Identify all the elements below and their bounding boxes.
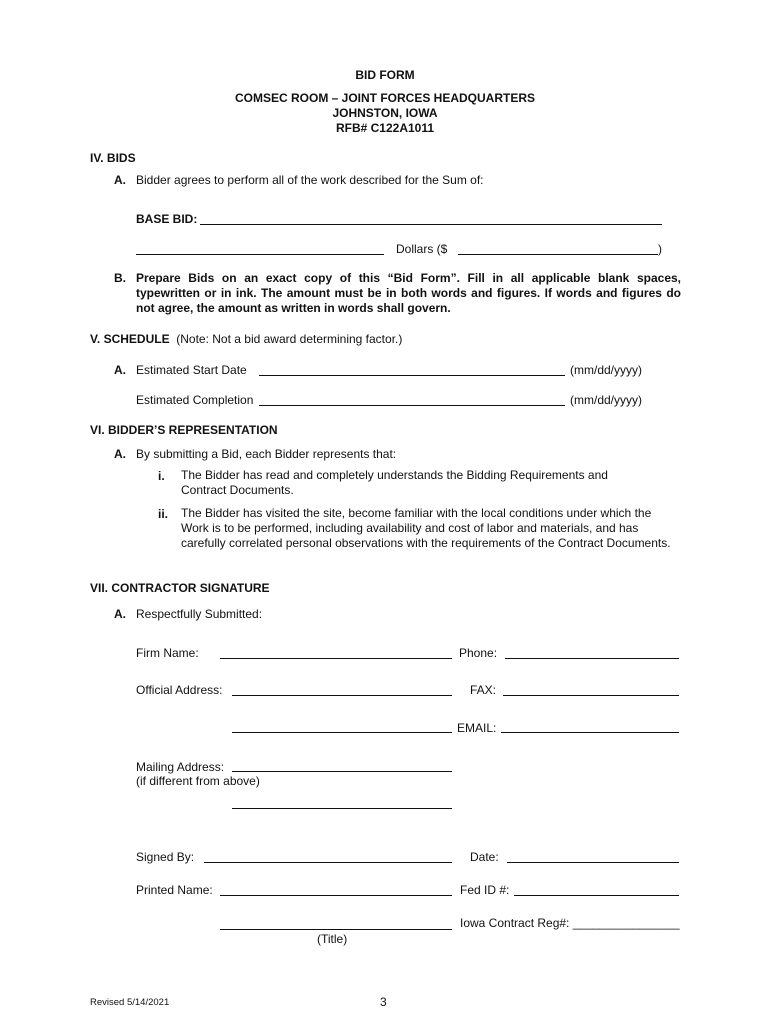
page-number: 3 bbox=[380, 995, 387, 1009]
completion-date-field[interactable] bbox=[259, 405, 565, 406]
email-label: EMAIL: bbox=[457, 721, 497, 735]
signed-by-label: Signed By: bbox=[136, 850, 195, 864]
section-representation-heading: VI. BIDDER’S REPRESENTATION bbox=[90, 423, 278, 437]
fax-label: FAX: bbox=[470, 683, 497, 697]
dollars-words-field[interactable] bbox=[136, 254, 384, 255]
project-location: JOHNSTON, IOWA bbox=[332, 106, 438, 120]
dollars-close-paren: ) bbox=[658, 242, 662, 256]
revision-date: Revised 5/14/2021 bbox=[90, 997, 170, 1008]
completion-date-label: Estimated Completion bbox=[136, 393, 254, 407]
rfb-number: RFB# C122A1011 bbox=[335, 121, 435, 135]
base-bid-label: BASE BID: bbox=[136, 212, 198, 226]
date-label: Date: bbox=[470, 850, 499, 864]
representation-a-text: By submitting a Bid, each Bidder represents that: bbox=[136, 447, 397, 461]
mailing-address-note: (if different from above) bbox=[136, 774, 260, 788]
schedule-a-label: A. bbox=[114, 363, 126, 377]
date-field[interactable] bbox=[507, 862, 679, 863]
firm-name-field[interactable] bbox=[220, 658, 452, 659]
printed-name-label: Printed Name: bbox=[136, 883, 213, 897]
representation-i-text: The Bidder has read and completely understands the Bidding Requirements and Contract Documents. bbox=[181, 468, 608, 497]
title-caption: (Title) bbox=[317, 932, 348, 946]
representation-ii-text: The Bidder has visited the site, become familiar with the local conditions under which the Work is to be performed, including availability and cost of labor and materials, and has carefully correlated personal observations with the requirements of the Contract Documents. bbox=[181, 506, 671, 550]
bids-b-text: Prepare Bids on an exact copy of this “Bid Form”. Fill in all applicable blank spaces, typewritten or in ink. The amount must be in both words and figures. If words and figures do not agree, the amount as written in words shall govern. bbox=[136, 271, 681, 315]
representation-ii-label: ii. bbox=[158, 507, 169, 521]
title-field[interactable] bbox=[220, 929, 452, 930]
representation-a-label: A. bbox=[114, 447, 126, 461]
start-date-format: (mm/dd/yyyy) bbox=[570, 363, 642, 377]
mailing-address-line2-field[interactable] bbox=[232, 808, 452, 809]
representation-i-label: i. bbox=[158, 469, 165, 483]
firm-name-label: Firm Name: bbox=[136, 646, 199, 660]
signature-a-text: Respectfully Submitted: bbox=[136, 607, 263, 621]
official-address-line2-field[interactable] bbox=[232, 732, 452, 733]
section-schedule-heading: V. SCHEDULE bbox=[90, 332, 170, 346]
dollars-amount-field[interactable] bbox=[458, 254, 658, 255]
signature-a-label: A. bbox=[114, 607, 126, 621]
section-bids-heading: IV. BIDS bbox=[90, 151, 136, 165]
phone-field[interactable] bbox=[505, 658, 679, 659]
fed-id-label: Fed ID #: bbox=[460, 883, 510, 897]
email-field[interactable] bbox=[501, 732, 679, 733]
start-date-label: Estimated Start Date bbox=[136, 363, 247, 377]
bids-a-label: A. bbox=[114, 173, 126, 187]
iowa-contract-reg: Iowa Contract Reg#: ________________ bbox=[460, 916, 680, 930]
mailing-address-label: Mailing Address: bbox=[136, 760, 225, 774]
signed-by-field[interactable] bbox=[204, 862, 452, 863]
fed-id-field[interactable] bbox=[514, 895, 679, 896]
completion-date-format: (mm/dd/yyyy) bbox=[570, 393, 642, 407]
fax-field[interactable] bbox=[503, 695, 679, 696]
start-date-field[interactable] bbox=[259, 375, 565, 376]
base-bid-field[interactable] bbox=[200, 224, 662, 225]
schedule-heading-row bbox=[90, 332, 402, 346]
form-title: BID FORM bbox=[355, 68, 415, 82]
schedule-note: (Note: Not a bid award determining factor.) bbox=[176, 332, 403, 346]
bids-a-text: Bidder agrees to perform all of the work described for the Sum of: bbox=[136, 173, 484, 187]
phone-label: Phone: bbox=[459, 646, 498, 660]
project-name: COMSEC ROOM – JOINT FORCES HEADQUARTERS bbox=[234, 91, 536, 105]
official-address-label: Official Address: bbox=[136, 683, 223, 697]
printed-name-field[interactable] bbox=[220, 895, 452, 896]
section-signature-heading: VII. CONTRACTOR SIGNATURE bbox=[90, 581, 270, 595]
official-address-field[interactable] bbox=[232, 695, 452, 696]
mailing-address-field[interactable] bbox=[232, 771, 452, 772]
bids-b-label: B. bbox=[114, 271, 126, 285]
dollars-label: Dollars ($ bbox=[396, 242, 448, 256]
